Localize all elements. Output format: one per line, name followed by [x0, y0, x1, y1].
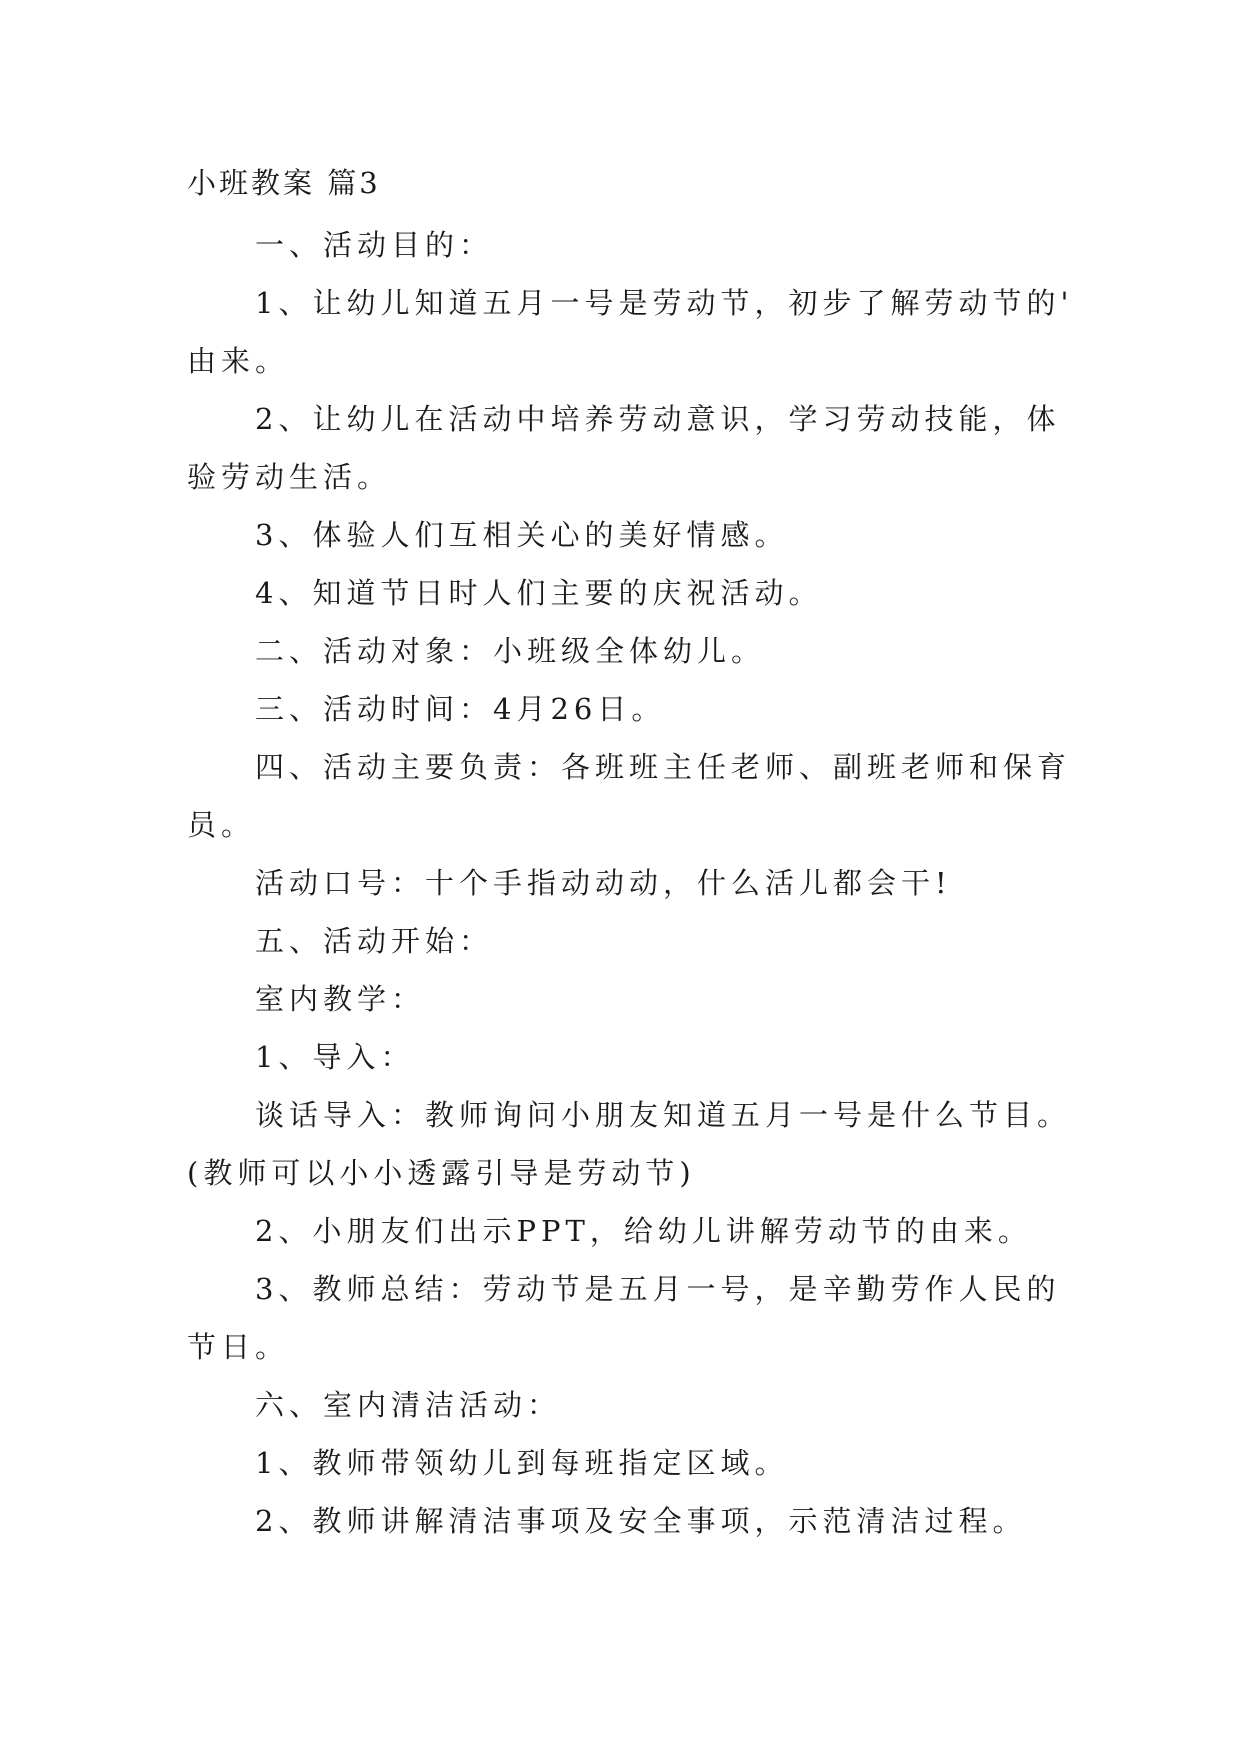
- step-3-summary-line-1: 3、教师总结：劳动节是五月一号，是辛勤劳作人民的: [255, 1272, 1061, 1306]
- section-time: 三、活动时间：4月26日。: [255, 692, 666, 726]
- step-3-summary-line-2: 节日。: [187, 1330, 290, 1364]
- document-body: [187, 216, 1074, 1550]
- objective-1-line-2: 由来。: [187, 344, 290, 378]
- section-heading-objectives: 一、活动目的：: [255, 228, 494, 262]
- section-target: 二、活动对象：小班级全体幼儿。: [255, 634, 766, 668]
- document-title: 小班教案 篇3: [187, 166, 381, 200]
- cleaning-step-2: 2、教师讲解清洁事项及安全事项，示范清洁过程。: [255, 1504, 1027, 1538]
- step-1-intro: 1、导入：: [255, 1040, 415, 1074]
- indoor-teaching-heading: 室内教学：: [255, 982, 426, 1016]
- objective-3: 3、体验人们互相关心的美好情感。: [255, 518, 789, 552]
- section-responsible-line-2: 员。: [187, 808, 256, 842]
- objective-2-line-2: 验劳动生活。: [187, 460, 392, 494]
- conversation-intro-line-1: 谈话导入：教师询问小朋友知道五月一号是什么节目。: [255, 1098, 1072, 1132]
- section-responsible-line-1: 四、活动主要负责：各班班主任老师、副班老师和保育: [255, 750, 1072, 784]
- objective-1-line-1: 1、让幼儿知道五月一号是劳动节，初步了解劳动节的': [255, 286, 1074, 320]
- objective-2-line-1: 2、让幼儿在活动中培养劳动意识，学习劳动技能，体: [255, 402, 1061, 436]
- section-start: 五、活动开始：: [255, 924, 494, 958]
- activity-slogan: 活动口号：十个手指动动动，什么活儿都会干!: [255, 866, 952, 900]
- conversation-intro-line-2: (教师可以小小透露引导是劳动节): [187, 1156, 696, 1190]
- section-cleaning-heading: 六、室内清洁活动：: [255, 1388, 562, 1422]
- step-2-ppt: 2、小朋友们出示PPT，给幼儿讲解劳动节的由来。: [255, 1214, 1032, 1248]
- objective-4: 4、知道节日时人们主要的庆祝活动。: [255, 576, 823, 610]
- cleaning-step-1: 1、教师带领幼儿到每班指定区域。: [255, 1446, 789, 1480]
